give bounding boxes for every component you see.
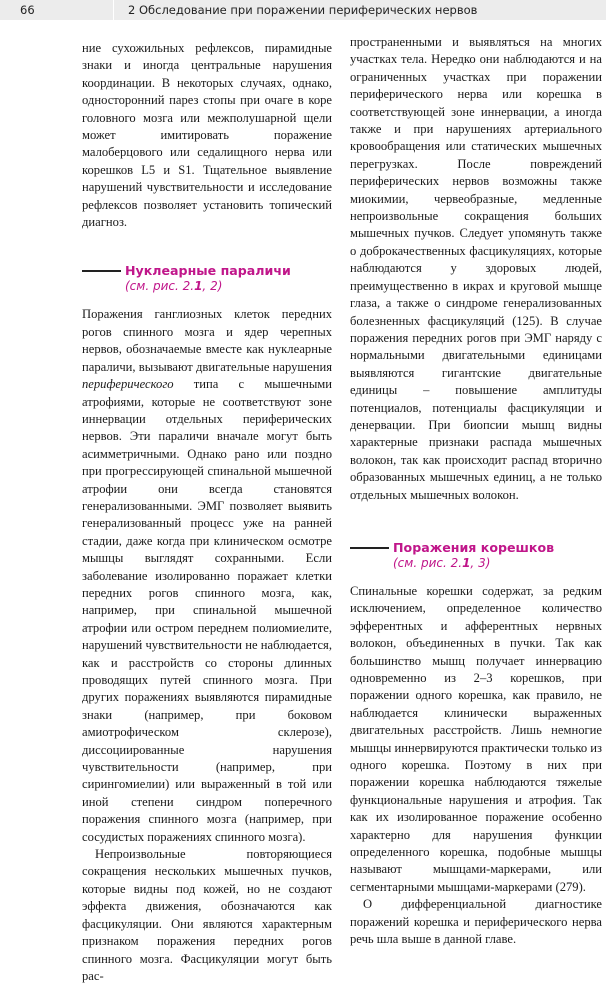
figure-reference: (см. рис. 2.1, 3) [393, 555, 491, 570]
section-heading-nuclear-paralysis [82, 263, 332, 294]
paragraph: пространенными и выявляться на многих участках тела. Нередко они наблюдаются и на ограниченных участках при поражении периферического нерва или корешка в соответствующей зоне иннервации, а иногда также и при нарушениях артериального кровообращения или статических мышечных перегрузках. После повреждений периферических нервов возможны также миокимии, червеобразные, медленные непроизвольные сокращения больших мышечных пучков. Следует упомянуть также о доброкачественных фасцикуляциях, которые наблюдаются у здоровых людей, преимущественно в икрах и круговой мышце глаза, а также о синдроме генерализованных болезненных фасцикуляций (125). В случае поражения передних рогов при ЭМГ наряду с нормальными двигательными единицами выявляются гигантские двигательные единицы – повышение амплитуды потенциалов, потенциалы фасцикуляции и денервации. При биопсии мышц видны характерные признаки распада мышечных волокон, так как происходит распад вторично образованных мышечных единиц, а не только отдельных мышечных волокон. [350, 35, 602, 502]
page-header [0, 0, 606, 20]
right-column [350, 34, 602, 949]
section-rule [350, 547, 389, 549]
page-number: 66 [20, 3, 35, 17]
section-heading-root-lesions [350, 540, 602, 571]
paragraph: Поражения ганглиозных клеток передних рогов спинного мозга и ядер черепных нервов, обозначаемые вместе как нуклеарные параличи, вызывают двигательные нарушения периферического типа с мышечными атрофиями, которые не соответствуют зоне иннервации отдельных периферических нервов. Эти параличи вначале могут быть асимметричными. Однако рано или поздно при прогрессирующей спинальной мышечной атрофии они всегда становятся генерализованными. ЭМГ позволяет выявить генерализованный процесс уже на ранней стадии, даже когда при клиническом осмотре мышцы выглядят сохранными. Если заболевание изолированно поражает клетки передних рогов спинного мозга, как, например, при спинальной мышечной атрофии или остром переднем полиомиелите, нарушений чувствительности не наблюдается, как и расстройств со стороны длинных проводящих путей спинного мозга. При других поражениях выявляются пирамидные знаки (например, при боковом амиотрофическом склерозе), диссоциированные нарушения чувствительности (например, при сирингомиелии) или выраженный в той или иной степени синдром поперечного поражения спинного мозга (например, при сосудистых поражениях спинного мозга). [82, 307, 332, 844]
section-title: Поражения корешков [393, 539, 555, 555]
paragraph: Непроизвольные повторяющиеся сокращения нескольких мышечных пучков, которые видны под кожей, но не создают эффекта движения, обозначаются как фасцикуляции. Они являются характерным признаком поражения передних рогов спинного мозга. Фасцикуляции могут быть рас- [82, 847, 332, 983]
paragraph: ние сухожильных рефлексов, пирамидные знаки и иногда центральные нарушения координации. В некоторых случаях, однако, односторонний парез стопы при очаге в коре головного мозга или межполушарной щели может имитировать поражение малоберцового или седалищного нерва или корешков L5 и S1. Тщательное выявление нарушений чувствительности и исследование рефлексов позволяет установить топический диагноз. [82, 41, 332, 230]
left-column [82, 40, 332, 985]
section-title: Нуклеарные параличи [125, 263, 291, 279]
paragraph: Спинальные корешки содержат, за редким исключением, определенное количество эфферентных и афферентных нервных волокон, объединенных в пучки. Так как большинство мышц получает иннервацию одновременно из 2–3 корешков, при поражении одного корешка, как правило, не наблюдается клинически выраженных двигательных расстройств. Лишь немногие мышцы иннервируются практически только из одного корешка. Поэтому в них при поражении корешка наблюдаются тяжелые функциональные нарушения и атрофия. Так как их изолированное поражение особенно характерно для нарушения функции определенного корешка, подобные мышцы называют мышцами-маркерами, или сегментарными мышцами-маркерами (279). [350, 583, 602, 894]
figure-reference: (см. рис. 2.1, 2) [125, 279, 223, 294]
header-divider [113, 0, 114, 20]
emphasis: периферического [82, 377, 174, 392]
paragraph: О дифференциальной диагностике поражений корешка и периферического нерва речь шла выше в данной главе. [350, 897, 602, 947]
section-rule [82, 270, 121, 272]
chapter-title: 2 Обследование при поражении периферических нервов [128, 3, 478, 17]
